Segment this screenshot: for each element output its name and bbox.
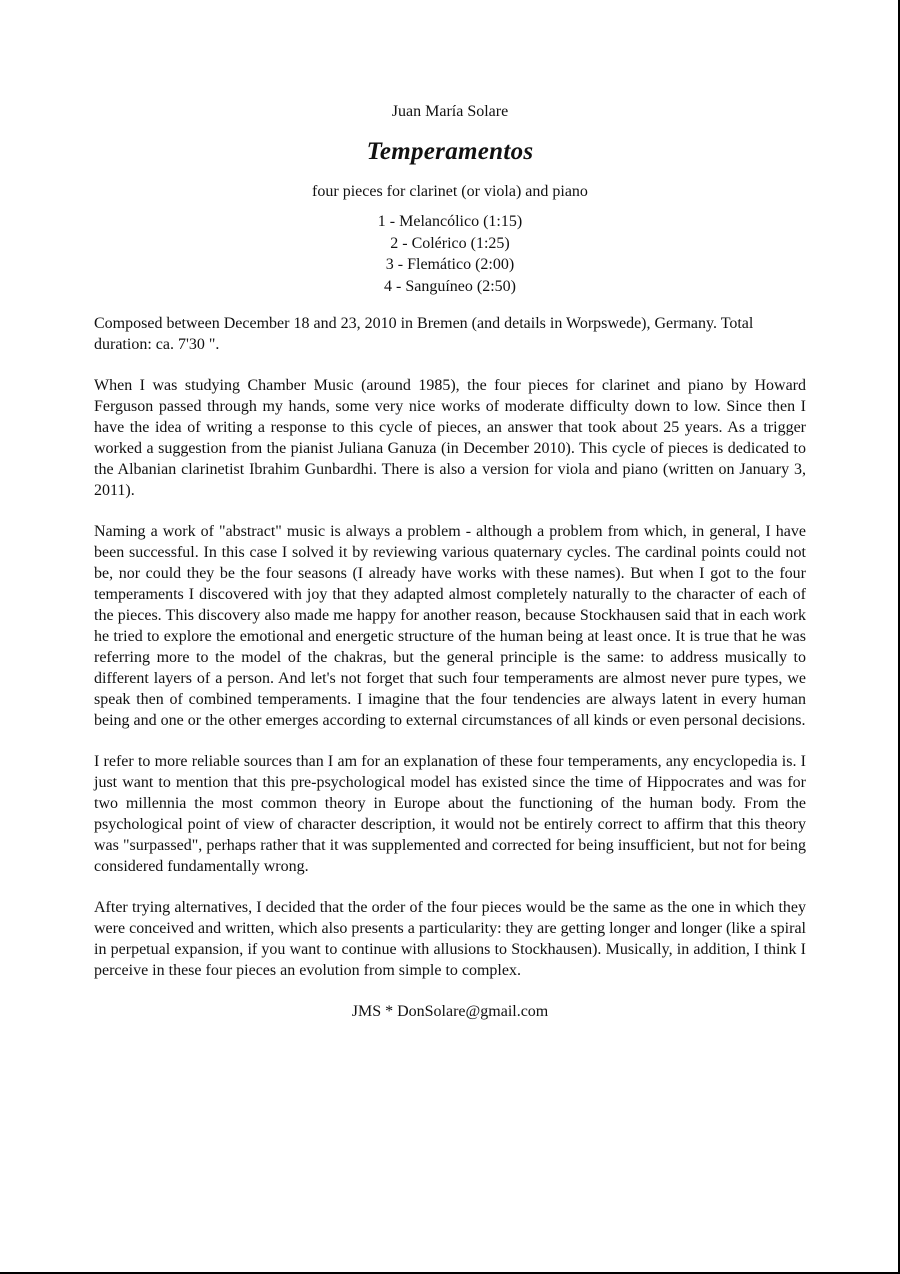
signature: JMS * DonSolare@gmail.com bbox=[351, 1003, 549, 1020]
piece-item: 2 - Colérico (1:25) bbox=[390, 234, 510, 252]
pieces-list bbox=[94, 211, 806, 297]
page-content bbox=[94, 101, 806, 1023]
paragraph-naming: Naming a work of "abstract" music is always a problem - although a problem from which, in general, I have been successful. In this case I solved it by reviewing various quaternary cycles. The cardinal points could not be, nor could they be the four seasons (I already have works with these names). But when I got to the four temperaments I discovered with joy that they adapted almost completely naturally to the character of each of the pieces. This discovery also made me happy for another reason, because Stockhausen said that in each work he tried to explore the emotional and energetic structure of the human being at least once. It is true that he was referring more to the model of the chakras, but the general principle is the same: to address musically to different layers of a person. And let's not forget that such four temperaments are almost never pure types, we speak then of combined temperaments. I imagine that the four tendencies are always latent in every human being and one or the other emerges according to external circumstances of all kinds or even personal decisions. bbox=[94, 523, 806, 729]
piece-item: 4 - Sanguíneo (2:50) bbox=[384, 277, 516, 295]
composition-info: Composed between December 18 and 23, 2010 in Bremen (and details in Worpswede), Germany. Total duration: ca. 7'30 ". bbox=[94, 315, 754, 353]
paragraph-temperaments: I refer to more reliable sources than I am for an explanation of these four temperaments, any encyclopedia is. I just want to mention that this pre-psychological model has existed since the time of Hippocrates and was for two millennia the most common theory in Europe about the functioning of the human body. From the psychological point of view of character description, it would not be entirely correct to affirm that this theory was "surpassed", perhaps rather that it was supplemented and corrected for being insufficient, but not for being considered fundamentally wrong. bbox=[94, 753, 806, 875]
paragraph-order: After trying alternatives, I decided that the order of the four pieces would be the same as the one in which they were conceived and written, which also presents a particularity: they are getting longer and longer (like a spiral in perpetual expansion, if you want to continue with allusions to Stockhausen). Musically, in addition, I think I perceive in these four pieces an evolution from simple to complex. bbox=[94, 899, 806, 979]
piece-item: 3 - Flemático (2:00) bbox=[385, 256, 515, 273]
piece-item: 1 - Melancólico (1:15) bbox=[377, 213, 523, 230]
subtitle: four pieces for clarinet (or viola) and piano bbox=[312, 183, 588, 200]
paragraph-background: When I was studying Chamber Music (around 1985), the four pieces for clarinet and piano by Howard Ferguson passed through my hands, some very nice works of moderate difficulty down to low. Since then I have the idea of writing a response to this cycle of pieces, an answer that took about 25 years. As a trigger worked a suggestion from the pianist Juliana Ganuza (in December 2010). This cycle of pieces is dedicated to the Albanian clarinetist Ibrahim Gunbardhi. There is also a version for viola and piano (written on January 3, 2011). bbox=[94, 377, 806, 499]
page-title: Temperamentos bbox=[366, 138, 534, 165]
author-name: Juan María Solare bbox=[391, 103, 509, 120]
